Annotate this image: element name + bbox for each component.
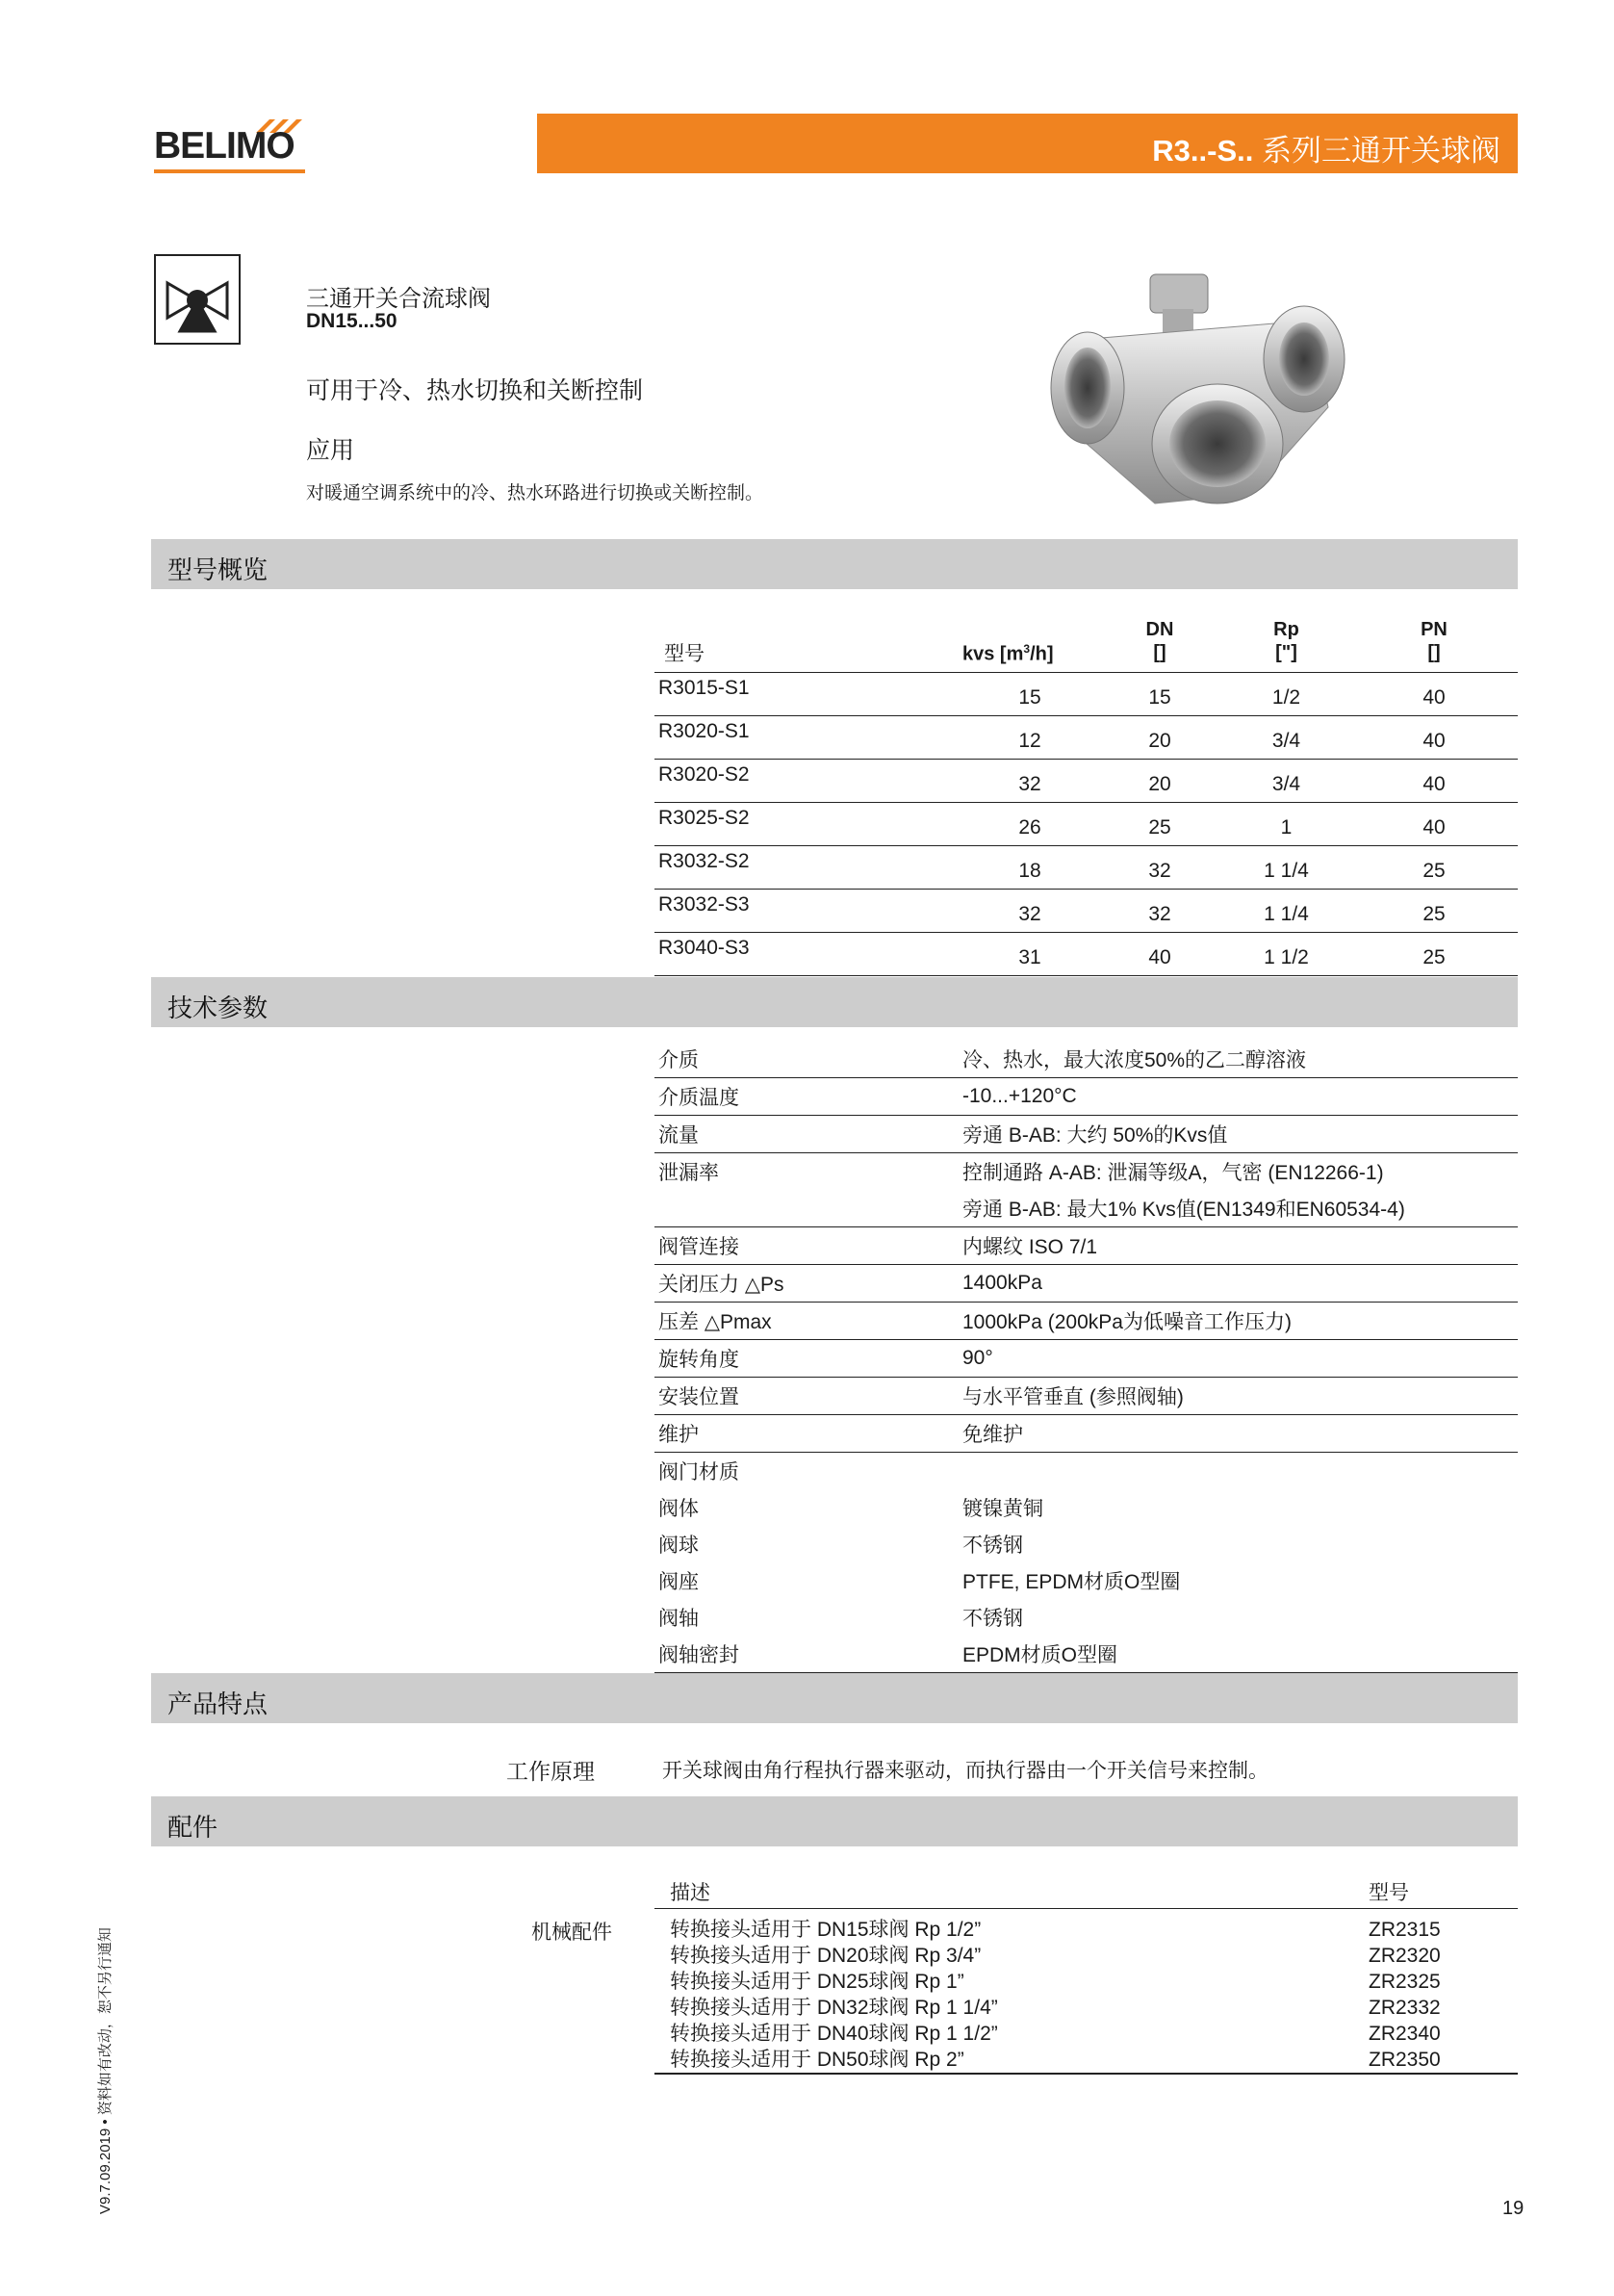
table-row: [654, 1453, 1518, 1490]
accessories-category: 机械配件: [531, 1922, 612, 1944]
feature-text: 开关球阀由角行程执行器来驱动，而执行器由一个开关信号来控制。: [662, 1760, 1268, 1782]
section-title: 配件: [167, 1813, 218, 1842]
list-item: 转换接头适用于 DN20球阀 Rp 3/4”: [670, 1945, 982, 1967]
param-value: 不锈钢: [962, 1608, 1023, 1630]
param-name: [654, 1190, 962, 1227]
table-cell: 3/4: [1222, 760, 1350, 803]
param-name: 阀管连接: [654, 1227, 962, 1265]
param-name: 流量: [654, 1116, 962, 1153]
table-row: [654, 760, 1518, 803]
valve-symbol-icon: [154, 254, 241, 345]
table-row: [654, 1562, 1518, 1599]
table-cell: 15: [962, 673, 1097, 716]
param-value: 镀镍黄铜: [962, 1498, 1043, 1520]
table-cell: R3015-S1: [654, 673, 962, 716]
param-name: 阀体: [658, 1498, 699, 1520]
table-row: [654, 1636, 1518, 1673]
table-cell: 31: [962, 933, 1097, 976]
table-cell: 1 1/2: [1222, 933, 1350, 976]
accessories-header: [654, 1868, 1518, 1909]
section-model-overview: [151, 539, 1518, 589]
section-title: 型号概览: [167, 555, 269, 584]
section-title: 技术参数: [167, 993, 269, 1022]
param-value: 控制通路 A-AB: 泄漏等级A，气密 (EN12266-1): [962, 1162, 1384, 1184]
table-row: [654, 1116, 1518, 1153]
product-size-range: DN15...50: [306, 310, 397, 332]
table-cell: 40: [1350, 716, 1518, 760]
param-name: 关闭压力 △Ps: [654, 1265, 962, 1303]
list-item-code: ZR2350: [1369, 2049, 1441, 2071]
table-cell: 25: [1350, 846, 1518, 890]
application-heading: 应用: [306, 437, 355, 464]
table-row: [654, 1303, 1518, 1340]
param-name: 阀座: [658, 1571, 699, 1593]
param-name: 压差 △Pmax: [654, 1303, 962, 1340]
table-cell: 12: [962, 716, 1097, 760]
table-cell: 40: [1350, 760, 1518, 803]
param-value: 冷、热水，最大浓度50%的乙二醇溶液: [962, 1041, 1518, 1078]
accessories-bottom-rule: [654, 2073, 1518, 2075]
param-value: [962, 1453, 1518, 1490]
col-type: 型号: [654, 610, 962, 673]
table-row: [654, 1489, 1518, 1526]
col-dn: DN []: [1097, 610, 1222, 673]
param-value: 90°: [962, 1340, 1518, 1378]
table-cell: 1 1/4: [1222, 890, 1350, 933]
logo-text: BELIMO: [154, 125, 295, 167]
table-cell: 40: [1350, 803, 1518, 846]
accessories-descriptions: [670, 1917, 998, 2073]
table-cell: 32: [962, 760, 1097, 803]
side-note: V9.7.09.2019 • 资料如有改动，恕不另行通知: [97, 1927, 114, 2214]
tech-table: [654, 1041, 1518, 1674]
table-cell: R3025-S2: [654, 803, 962, 846]
section-features: [151, 1673, 1518, 1723]
param-value: 内螺纹 ISO 7/1: [962, 1227, 1518, 1265]
param-name: 旋转角度: [654, 1340, 962, 1378]
list-item-code: ZR2340: [1369, 2023, 1441, 2045]
table-row: [654, 1340, 1518, 1378]
table-row: [654, 1078, 1518, 1116]
param-name: 泄漏率: [658, 1162, 719, 1184]
table-cell: 32: [1097, 846, 1222, 890]
page-number: 19: [1502, 2198, 1524, 2219]
table-cell: 1: [1222, 803, 1350, 846]
list-item-code: ZR2332: [1369, 1997, 1441, 2019]
param-value: 1400kPa: [962, 1265, 1518, 1303]
col-model: 型号: [1369, 1882, 1409, 1904]
product-description: 可用于冷、热水切换和关断控制: [306, 377, 644, 404]
table-cell: 20: [1097, 716, 1222, 760]
param-name: 安装位置: [654, 1378, 962, 1415]
param-name: 维护: [654, 1415, 962, 1453]
param-value: 免维护: [962, 1415, 1518, 1453]
title-bar: [537, 114, 1518, 173]
param-name: 介质温度: [654, 1078, 962, 1116]
table-row: [654, 1599, 1518, 1636]
table-row: [654, 1190, 1518, 1227]
param-name: 阀球: [658, 1535, 699, 1557]
accessories-codes: [1369, 1917, 1441, 2073]
table-cell: 26: [962, 803, 1097, 846]
product-subtitle: 三通开关合流球阀: [306, 286, 491, 312]
table-cell: 40: [1097, 933, 1222, 976]
table-row: [654, 846, 1518, 890]
col-description: 描述: [670, 1882, 710, 1904]
param-name: 阀门材质: [658, 1461, 739, 1483]
table-row: [654, 1526, 1518, 1562]
table-row: [654, 890, 1518, 933]
application-text: 对暖通空调系统中的冷、热水环路进行切换或关断控制。: [306, 483, 764, 503]
table-cell: 25: [1097, 803, 1222, 846]
table-cell: 18: [962, 846, 1097, 890]
param-value: EPDM材质O型圈: [962, 1636, 1518, 1673]
table-cell: 32: [962, 890, 1097, 933]
list-item-code: ZR2315: [1369, 1919, 1441, 1941]
param-value: 1000kPa (200kPa为低噪音工作压力): [962, 1303, 1518, 1340]
table-row: [654, 1227, 1518, 1265]
list-item: 转换接头适用于 DN15球阀 Rp 1/2”: [670, 1919, 982, 1941]
table-cell: 25: [1350, 890, 1518, 933]
model-table-header: [654, 610, 1518, 673]
table-cell: 15: [1097, 673, 1222, 716]
table-row: [654, 1041, 1518, 1078]
list-item-code: ZR2325: [1369, 1971, 1441, 1993]
table-row: [654, 803, 1518, 846]
param-value: -10...+120°C: [962, 1078, 1518, 1116]
param-value: 旁通 B-AB: 最大1% Kvs值(EN1349和EN60534-4): [962, 1190, 1518, 1227]
param-value: 旁通 B-AB: 大约 50%的Kvs值: [962, 1116, 1518, 1153]
param-value: 与水平管垂直 (参照阀轴): [962, 1378, 1518, 1415]
table-row: [654, 1265, 1518, 1303]
param-name: 阀轴密封: [654, 1636, 962, 1673]
param-name: 介质: [654, 1041, 962, 1078]
table-row: [654, 1415, 1518, 1453]
table-cell: R3040-S3: [654, 933, 962, 976]
table-cell: R3020-S2: [654, 760, 962, 803]
table-cell: 1/2: [1222, 673, 1350, 716]
model-table: [654, 610, 1518, 1020]
table-cell: 25: [1350, 933, 1518, 976]
table-row: [654, 673, 1518, 716]
section-accessories: [151, 1796, 1518, 1846]
table-cell: R3032-S2: [654, 846, 962, 890]
list-item: 转换接头适用于 DN25球阀 Rp 1”: [670, 1971, 964, 1993]
table-cell: 32: [1097, 890, 1222, 933]
param-name: 阀轴: [658, 1608, 699, 1630]
table-cell: 40: [1350, 673, 1518, 716]
list-item: 转换接头适用于 DN32球阀 Rp 1 1/4”: [670, 1997, 998, 2019]
list-item-code: ZR2320: [1369, 1945, 1441, 1967]
param-value: 不锈钢: [962, 1535, 1023, 1557]
belimo-logo: [154, 114, 308, 181]
table-row: [654, 1153, 1518, 1191]
section-title: 产品特点: [167, 1690, 269, 1718]
table-cell: 20: [1097, 760, 1222, 803]
page-title: R3..-S.. 系列三通开关球阀: [1152, 134, 1500, 168]
list-item: 转换接头适用于 DN40球阀 Rp 1 1/2”: [670, 2023, 998, 2045]
table-row: [654, 716, 1518, 760]
feature-label: 工作原理: [506, 1759, 595, 1784]
table-row: [654, 1378, 1518, 1415]
col-kvs: kvs $[m^3/h]$: [962, 610, 1097, 673]
list-item: 转换接头适用于 DN50球阀 Rp 2”: [670, 2049, 964, 2071]
table-cell: R3020-S1: [654, 716, 962, 760]
table-cell: 1 1/4: [1222, 846, 1350, 890]
section-tech-params: [151, 977, 1518, 1027]
param-value: PTFE, EPDM材质O型圈: [962, 1571, 1181, 1593]
table-cell: R3032-S3: [654, 890, 962, 933]
logo-underline: [154, 169, 305, 173]
col-pn: PN []: [1350, 610, 1518, 673]
col-rp: Rp ["]: [1222, 610, 1350, 673]
table-row: [654, 933, 1518, 976]
table-cell: 3/4: [1222, 716, 1350, 760]
valve-image: [1049, 272, 1347, 515]
